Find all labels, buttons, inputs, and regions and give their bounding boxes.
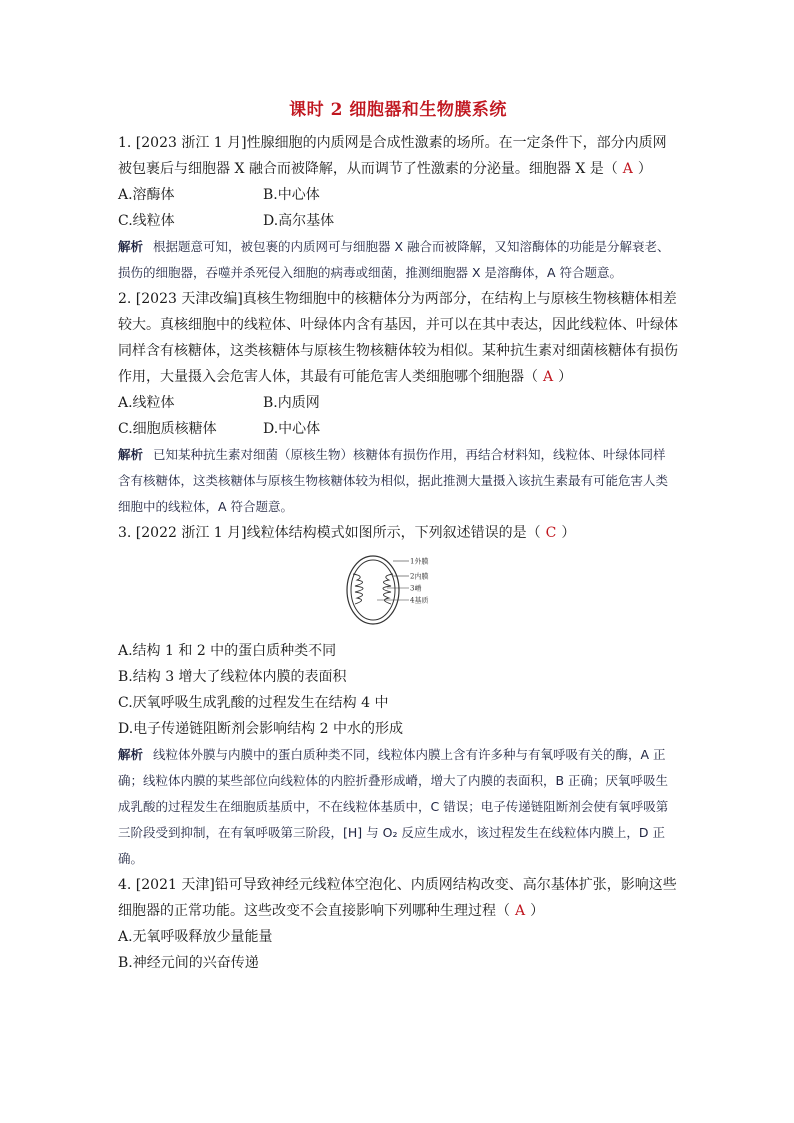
question-1 (118, 130, 678, 286)
explanation: 解析 线粒体外膜与内膜中的蛋白质种类不同，线粒体内膜上含有许多种与有氧呼吸有关的酶，A 正确；线粒体内膜的某些部位向线粒体的内腔折叠形成嵴，增大了内膜的表面积，B 正确；厌氧呼吸生成乳酸的过程发生在细胞质基质中，不在线粒体基质中，C 错误；电子传递链阻断剂会使有氧呼吸第三阶段受到抑制，在有氧呼吸第三阶段，[H] 与 O₂ 反应生成水，该过程发生在线粒体内膜上，D 正确。 (118, 747, 669, 866)
option-b: B.结构 3 增大了线粒体内膜的表面积 (118, 669, 347, 685)
explanation-label: 解析 (118, 239, 144, 254)
label-inner-membrane: 2内膜 (410, 572, 429, 581)
label-matrix: 4基质 (410, 596, 429, 605)
question-2 (118, 286, 678, 520)
mitochondrion-figure (343, 552, 453, 628)
label-cristae: 3嵴 (410, 584, 422, 593)
option-a: A.溶酶体 (118, 187, 175, 203)
options (118, 390, 678, 442)
label-outer-membrane: 1外膜 (410, 557, 429, 566)
page-title: 课时 2 细胞器和生物膜系统 (289, 100, 507, 120)
option-a: A.结构 1 和 2 中的蛋白质种类不同 (118, 643, 337, 659)
option-b: B.神经元间的兴奋传递 (118, 955, 259, 971)
option-c: C.厌氧呼吸生成乳酸的过程发生在结构 4 中 (118, 695, 389, 711)
explanation: 解析 已知某种抗生素对细菌（原核生物）核糖体有损伤作用，再结合材料知，线粒体、叶绿体同样含有核糖体，这类核糖体与原核生物核糖体较为相似，据此推测大量摄入该抗生素最有可能危害人类细胞中的线粒体，A 符合题意。 (118, 447, 669, 514)
options (118, 182, 678, 234)
question-stem: 3. [2022 浙江 1 月]线粒体结构模式如图所示，下列叙述错误的是（ C ） (118, 525, 576, 541)
option-c: C.细胞质核糖体 (118, 421, 217, 437)
option-d: D.电子传递链阻断剂会影响结构 2 中水的形成 (118, 721, 403, 737)
option-b: B.内质网 (263, 395, 320, 411)
option-d: D.中心体 (263, 421, 321, 437)
answer-letter: C (545, 525, 557, 541)
answer-letter: A (543, 369, 554, 385)
question-stem: 4. [2021 天津]铅可导致神经元线粒体空泡化、内质网结构改变、高尔基体扩张，影响这些细胞器的正常功能。这些改变不会直接影响下列哪种生理过程（ A ） (118, 877, 677, 919)
inner-membrane (351, 560, 395, 620)
option-d: D.高尔基体 (263, 213, 335, 229)
question-3 (118, 520, 678, 872)
question-stem: 2. [2023 天津改编]真核生物细胞中的核糖体分为两部分，在结构上与原核生物核糖体相差较大。真核细胞中的线粒体、叶绿体内含有基因，并可以在其中表达，因此线粒体、叶绿体同样含有核糖体，这类核糖体与原核生物核糖体较为相似。某种抗生素对细菌核糖体有损伤作用，大量摄入会危害人体，其最有可能危害人类细胞哪个细胞器（ A ） (118, 291, 678, 385)
answer-letter: A (622, 161, 633, 177)
worksheet-page (118, 95, 678, 976)
answer-letter: A (515, 903, 526, 919)
question-stem: 1. [2023 浙江 1 月]性腺细胞的内质网是合成性激素的场所。在一定条件下，部分内质网被包裹后与细胞器 X 融合而被降解，从而调节了性激素的分泌量。细胞器 X 是（ A ） (118, 135, 667, 177)
option-a: A.线粒体 (118, 395, 175, 411)
option-b: B.中心体 (263, 187, 320, 203)
question-4 (118, 872, 678, 976)
mitochondrion-diagram (118, 552, 678, 628)
explanation-label: 解析 (118, 747, 144, 762)
explanation-label: 解析 (118, 447, 144, 462)
explanation: 解析 根据题意可知，被包裹的内质网可与细胞器 X 融合而被降解，又知溶酶体的功能是分解衰老、损伤的细胞器，吞噬并杀死侵入细胞的病毒或细菌，推测细胞器 X 是溶酶体，A 符合题意。 (118, 239, 670, 280)
option-a: A.无氧呼吸释放少量能量 (118, 929, 273, 945)
option-c: C.线粒体 (118, 213, 175, 229)
